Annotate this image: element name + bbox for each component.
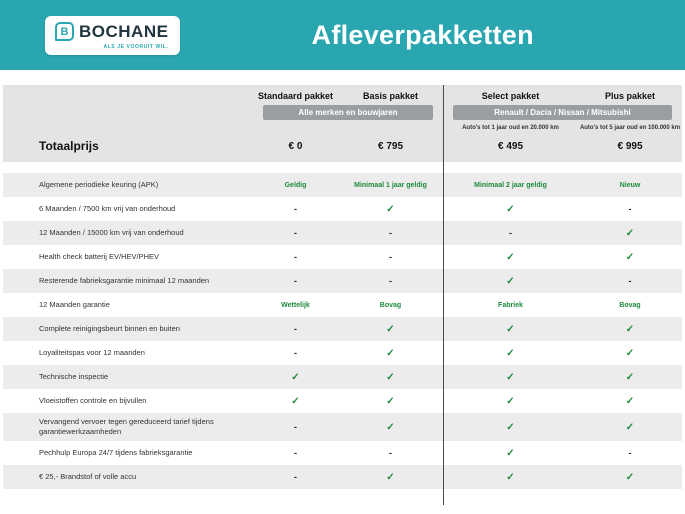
check-icon: ✓ (506, 421, 515, 433)
check-icon: ✓ (506, 471, 515, 483)
subnote-select: Auto's tot 1 jaar oud en 20.000 km (462, 124, 559, 131)
row-label: Health check batterij EV/HEV/PHEV (39, 251, 160, 261)
dash-mark: - (628, 448, 632, 459)
row-label: Resterende fabrieksgarantie minimaal 12 maanden (39, 275, 210, 285)
row-label: Pechhulp Europa 24/7 tijdens fabrieksgarantie (39, 448, 193, 458)
column-header-standaard: Standaard pakket (257, 91, 334, 101)
check-icon: ✓ (625, 251, 635, 263)
value-text: Minimaal 1 jaar geldig (354, 181, 427, 189)
group-badges-row (3, 105, 682, 120)
table-row (3, 365, 682, 389)
table-row (3, 197, 682, 221)
check-icon: ✓ (506, 323, 515, 335)
table-header (3, 85, 682, 162)
table-row (3, 389, 682, 413)
check-icon: ✓ (506, 275, 515, 287)
check-icon: ✓ (386, 421, 395, 433)
dash-mark: - (294, 276, 297, 286)
row-label: Technische inspectie (39, 371, 109, 381)
table-body (3, 173, 682, 489)
check-icon: ✓ (386, 203, 395, 215)
row-label: € 25,- Brandstof of volle accu (39, 472, 137, 482)
check-icon: ✓ (386, 471, 395, 483)
check-icon: ✓ (625, 395, 635, 407)
table-row (3, 317, 682, 341)
dash-mark: - (294, 228, 297, 238)
table-row (3, 413, 682, 441)
header-body-gap (3, 162, 682, 173)
check-icon: ✓ (625, 227, 635, 239)
value-text: Geldig (284, 181, 307, 189)
table-row (3, 269, 682, 293)
table-row (3, 173, 682, 197)
value-text: Wettelijk (281, 301, 310, 309)
total-basis: € 795 (377, 140, 404, 152)
dash-mark: - (294, 348, 297, 358)
column-header-basis: Basis pakket (362, 91, 419, 101)
row-label: Complete reinigingsbeurt binnen en buiten (39, 323, 180, 333)
check-icon: ✓ (506, 203, 515, 215)
total-standaard: € 0 (288, 140, 303, 152)
totals-row (3, 135, 682, 157)
dash-mark: - (294, 472, 297, 483)
table-row (3, 221, 682, 245)
row-label: 12 Maanden garantie (39, 299, 110, 309)
value-text: Bovag (379, 301, 402, 309)
logo-tagline: ALS JE VOORUIT WIL. (103, 43, 169, 50)
table-row (3, 293, 682, 317)
check-icon: ✓ (291, 395, 300, 407)
row-label: Vloeistoffen controle en bijvullen (39, 395, 147, 405)
table-row (3, 341, 682, 365)
check-icon: ✓ (386, 323, 395, 335)
check-icon: ✓ (625, 371, 635, 383)
dash-mark: - (628, 204, 632, 214)
dash-mark: - (294, 324, 297, 334)
check-icon: ✓ (386, 395, 395, 407)
comparison-table (3, 85, 682, 489)
total-select: € 495 (497, 140, 524, 152)
check-icon: ✓ (625, 347, 635, 359)
check-icon: ✓ (625, 323, 635, 335)
column-header-plus: Plus pakket (604, 91, 656, 101)
dash-mark: - (389, 276, 392, 286)
table-row (3, 441, 682, 465)
subnote-plus: Auto's tot 5 jaar oud en 100.000 km (579, 124, 681, 131)
column-headers-row (3, 91, 682, 105)
check-icon: ✓ (506, 447, 515, 459)
bochane-logo (45, 16, 180, 55)
value-text: Nieuw (619, 181, 641, 189)
column-header-select: Select pakket (481, 91, 540, 101)
group-badge-renault-group: Renault / Dacia / Nissan / Mitsubishi (453, 105, 672, 120)
dash-mark: - (389, 448, 392, 459)
check-icon: ✓ (625, 471, 635, 483)
check-icon: ✓ (506, 347, 515, 359)
table-row (3, 245, 682, 269)
group-badge-all-brands: Alle merken en bouwjaren (263, 105, 433, 120)
dash-mark: - (509, 228, 512, 238)
dash-mark: - (628, 276, 632, 286)
dash-mark: - (294, 422, 297, 433)
totals-label: Totaalprijs (39, 139, 99, 153)
logo-wordmark: BOCHANE (79, 21, 169, 41)
table-row (3, 465, 682, 489)
total-plus: € 995 (617, 140, 643, 152)
check-icon: ✓ (291, 371, 300, 383)
column-group-divider (443, 85, 444, 505)
check-icon: ✓ (625, 421, 635, 433)
subnotes-row (3, 120, 682, 132)
dash-mark: - (294, 252, 297, 262)
row-label: 12 Maanden / 15000 km vrij van onderhoud (39, 227, 184, 237)
check-icon: ✓ (506, 251, 515, 263)
dash-mark: - (389, 228, 392, 238)
check-icon: ✓ (386, 371, 395, 383)
row-label: Loyaliteitspas voor 12 maanden (39, 347, 145, 357)
check-icon: ✓ (386, 347, 395, 359)
value-text: Fabriek (498, 301, 523, 309)
row-label: Vervangend vervoer tegen gereduceerd tarief tijdens garantiewerkzaamheden (39, 417, 214, 437)
bochane-logo-icon: B (55, 22, 74, 41)
top-banner (0, 0, 685, 70)
dash-mark: - (294, 448, 297, 459)
page-title: Afleverpakketten (311, 19, 534, 50)
dash-mark: - (389, 252, 392, 262)
value-text: Minimaal 2 jaar geldig (474, 181, 547, 189)
check-icon: ✓ (506, 371, 515, 383)
row-label: 6 Maanden / 7500 km vrij van onderhoud (39, 203, 176, 213)
check-icon: ✓ (506, 395, 515, 407)
row-label: Algemene periodieke keuring (APK) (39, 179, 159, 189)
dash-mark: - (294, 204, 297, 214)
value-text: Bovag (619, 301, 641, 309)
